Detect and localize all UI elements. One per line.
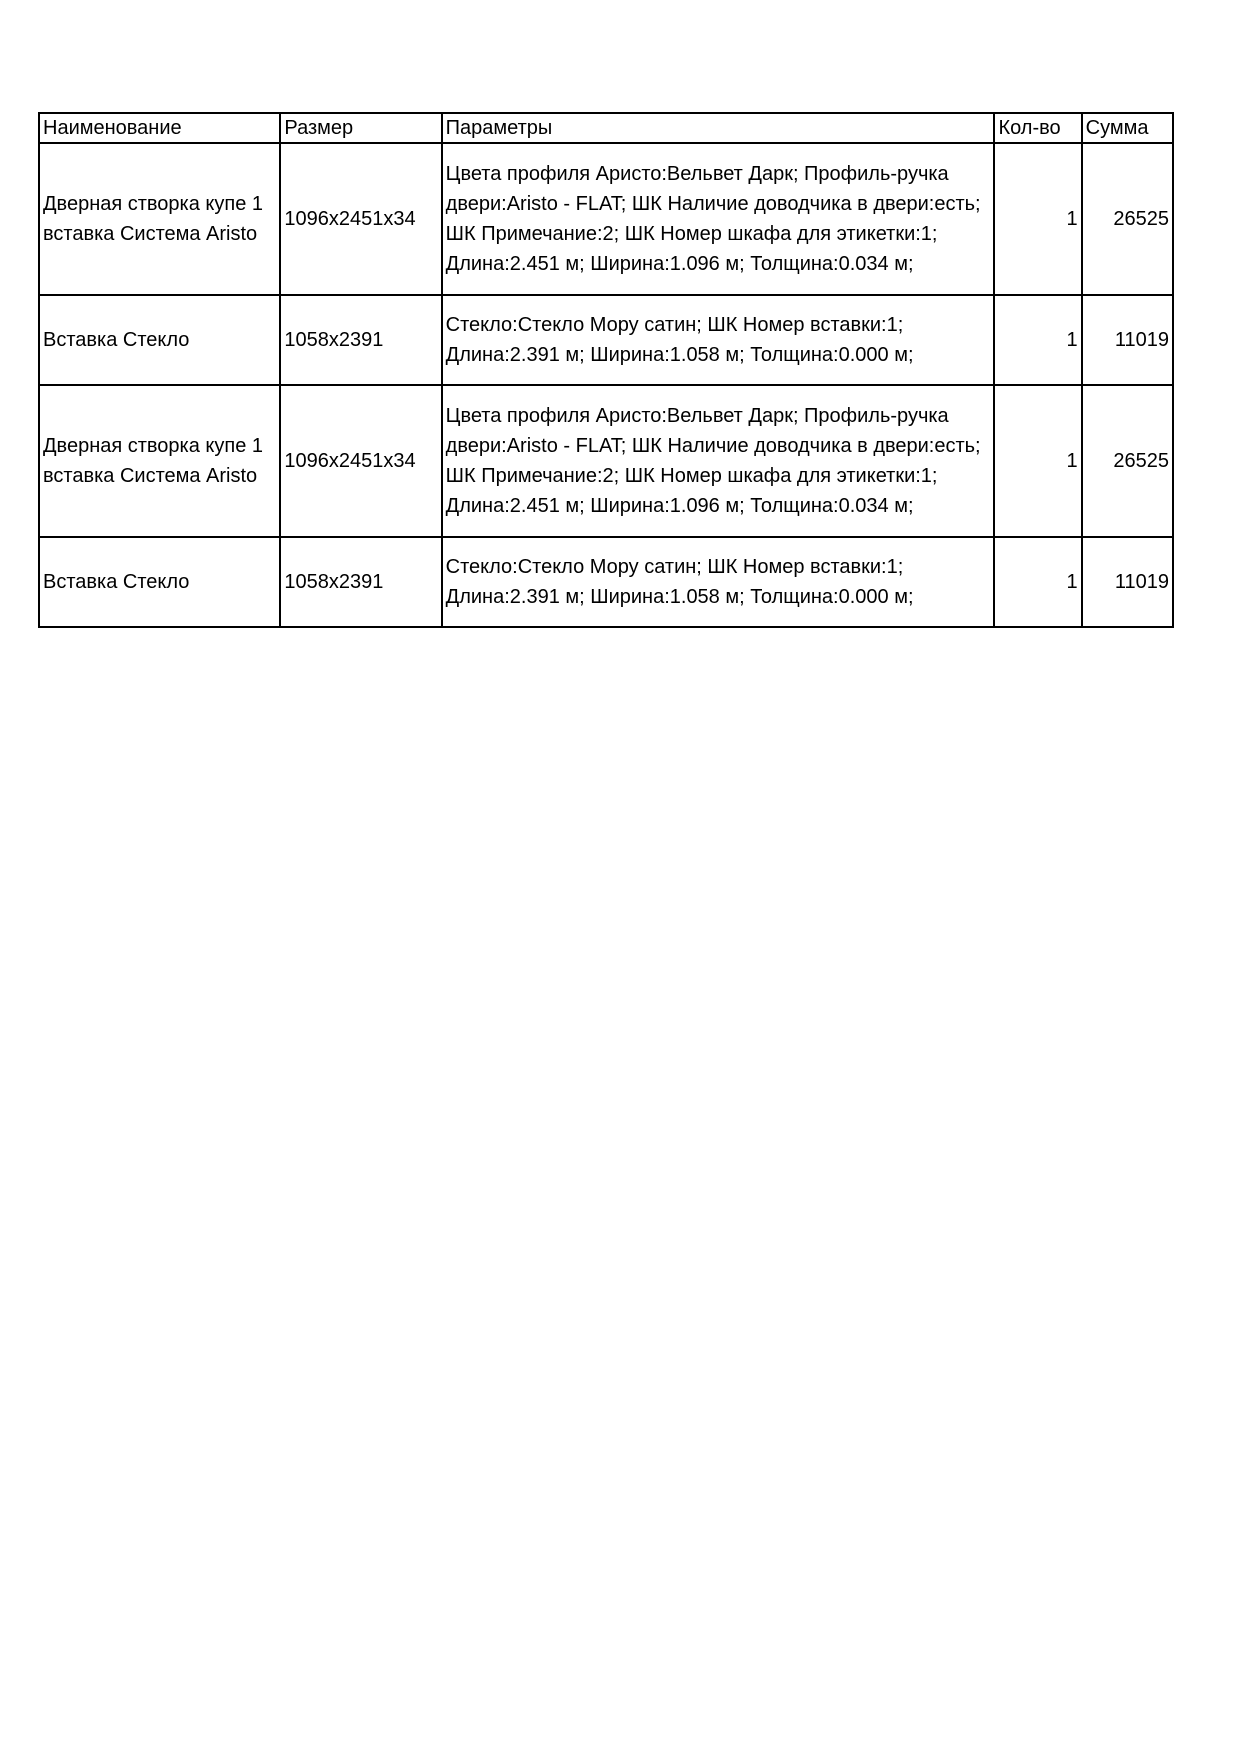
cell-qty: 1 — [994, 385, 1081, 537]
cell-params: Цвета профиля Аристо:Вельвет Дарк; Профиль-ручка двери:Aristo - FLAT; ШК Наличие доводчика в двери:есть; ШК Примечание:2; ШК Номер шкафа для этикетки:1; Длина:2.451 м; Ширина:1.096 м; Толщина:0.034 м; — [442, 143, 995, 295]
header-name: Наименование — [39, 113, 280, 143]
cell-params: Стекло:Стекло Мору сатин; ШК Номер вставки:1; Длина:2.391 м; Ширина:1.058 м; Толщина:0.000 м; — [442, 537, 995, 627]
cell-size: 1058x2391 — [280, 295, 441, 385]
cell-name: Вставка Стекло — [39, 295, 280, 385]
cell-qty: 1 — [994, 295, 1081, 385]
header-params: Параметры — [442, 113, 995, 143]
order-table — [38, 112, 1174, 628]
table-row — [39, 295, 1173, 385]
cell-name: Дверная створка купе 1 вставка Система Aristo — [39, 143, 280, 295]
cell-sum: 11019 — [1082, 295, 1173, 385]
header-size: Размер — [280, 113, 441, 143]
table-row — [39, 143, 1173, 295]
cell-sum: 26525 — [1082, 385, 1173, 537]
cell-size: 1096x2451x34 — [280, 385, 441, 537]
cell-size: 1058x2391 — [280, 537, 441, 627]
cell-params: Стекло:Стекло Мору сатин; ШК Номер вставки:1; Длина:2.391 м; Ширина:1.058 м; Толщина:0.000 м; — [442, 295, 995, 385]
cell-name: Вставка Стекло — [39, 537, 280, 627]
cell-size: 1096x2451x34 — [280, 143, 441, 295]
header-sum: Сумма — [1082, 113, 1173, 143]
cell-params: Цвета профиля Аристо:Вельвет Дарк; Профиль-ручка двери:Aristo - FLAT; ШК Наличие доводчика в двери:есть; ШК Примечание:2; ШК Номер шкафа для этикетки:1; Длина:2.451 м; Ширина:1.096 м; Толщина:0.034 м; — [442, 385, 995, 537]
table-row — [39, 385, 1173, 537]
header-qty: Кол-во — [994, 113, 1081, 143]
cell-sum: 26525 — [1082, 143, 1173, 295]
cell-qty: 1 — [994, 537, 1081, 627]
cell-name: Дверная створка купе 1 вставка Система Aristo — [39, 385, 280, 537]
table-header-row — [39, 113, 1173, 143]
cell-qty: 1 — [994, 143, 1081, 295]
cell-sum: 11019 — [1082, 537, 1173, 627]
table-row — [39, 537, 1173, 627]
